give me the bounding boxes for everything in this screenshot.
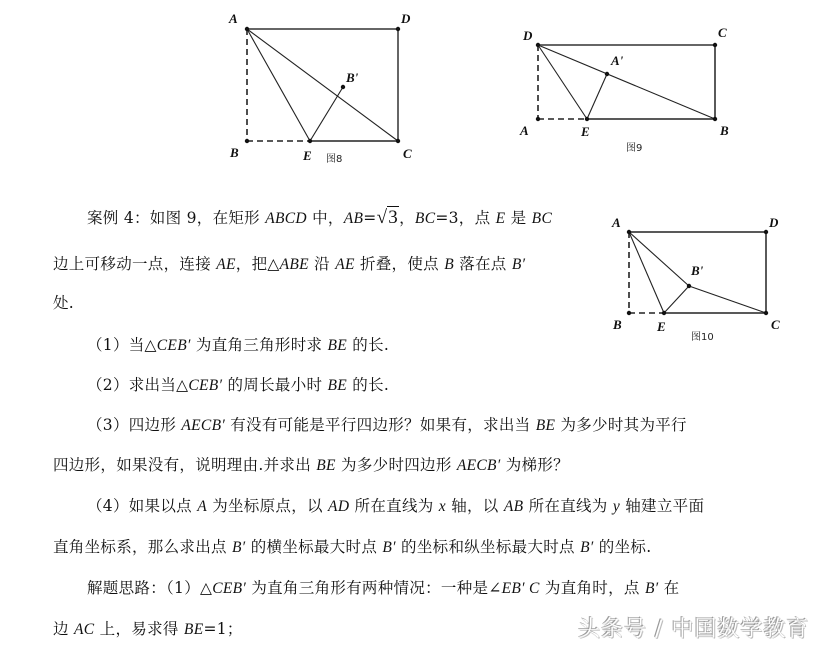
label-E: E — [657, 319, 666, 334]
label-A-prime: A' — [611, 53, 624, 68]
case-title: 案例 4： — [87, 209, 150, 227]
solution-line-1: 解题思路：（1）△CEB′ 为直角三角形有两种情况：一种是∠EB′ C 为直角时，点 B′ 在 — [87, 579, 680, 597]
label-A: A — [612, 215, 621, 230]
label-C: C — [771, 317, 780, 332]
figure-10 — [611, 215, 780, 343]
question-1: （1）当△CEB′ 为直角三角形时求 BE 的长. — [87, 336, 390, 354]
figure-8 — [228, 11, 412, 165]
label-E: E — [581, 124, 590, 139]
problem-line-3: 处. — [53, 294, 75, 312]
label-B: B — [230, 145, 239, 160]
label-D: D — [523, 28, 533, 43]
figure-9 — [519, 25, 729, 154]
problem-line-1: 案例 4：如图 9，在矩形 ABCD 中，AB=√3，BC=3，点 E 是 BC — [87, 207, 553, 228]
label-A: A — [520, 123, 529, 138]
question-4-line-1: （4）如果以点 A 为坐标原点，以 AD 所在直线为 x 轴，以 AB 所在直线为 y 轴建立平面 — [87, 497, 705, 515]
problem-line-2: 边上可移动一点，连接 AE，把△ABE 沿 AE 折叠，使点 B 落在点 B′ — [53, 255, 526, 273]
label-C: C — [718, 25, 727, 40]
figure-8-caption: 图8 — [326, 154, 343, 165]
question-4-line-2: 直角坐标系，那么求出点 B′ 的横坐标最大时点 B′ 的坐标和纵坐标最大时点 B′ 的坐标. — [53, 538, 652, 556]
label-E: E — [303, 148, 312, 163]
question-3-line-2: 四边形，如果没有，说明理由.并求出 BE 为多少时四边形 AECB′ 为梯形？ — [53, 456, 569, 474]
question-3-line-1: （3）四边形 AECB′ 有没有可能是平行四边形？如果有，求出当 BE 为多少时其为平行 — [87, 416, 687, 434]
figure-10-caption: 图10 — [691, 332, 714, 343]
label-D: D — [401, 11, 411, 26]
label-A: A — [229, 11, 238, 26]
label-D: D — [769, 215, 779, 230]
question-2: （2）求出当△CEB′ 的周长最小时 BE 的长. — [87, 376, 390, 394]
label-B: B — [613, 317, 622, 332]
solution-line-2: 边 AC 上，易求得 BE=1； — [53, 620, 243, 638]
watermark: 头条号 / 中国数学教育 — [578, 617, 810, 642]
figure-9-caption: 图9 — [626, 143, 643, 154]
label-B-prime: B' — [691, 263, 704, 278]
label-B: B — [720, 123, 729, 138]
label-B-prime: B' — [346, 70, 359, 85]
sqrt-symbol: √3 — [376, 207, 399, 228]
label-C: C — [403, 146, 412, 161]
